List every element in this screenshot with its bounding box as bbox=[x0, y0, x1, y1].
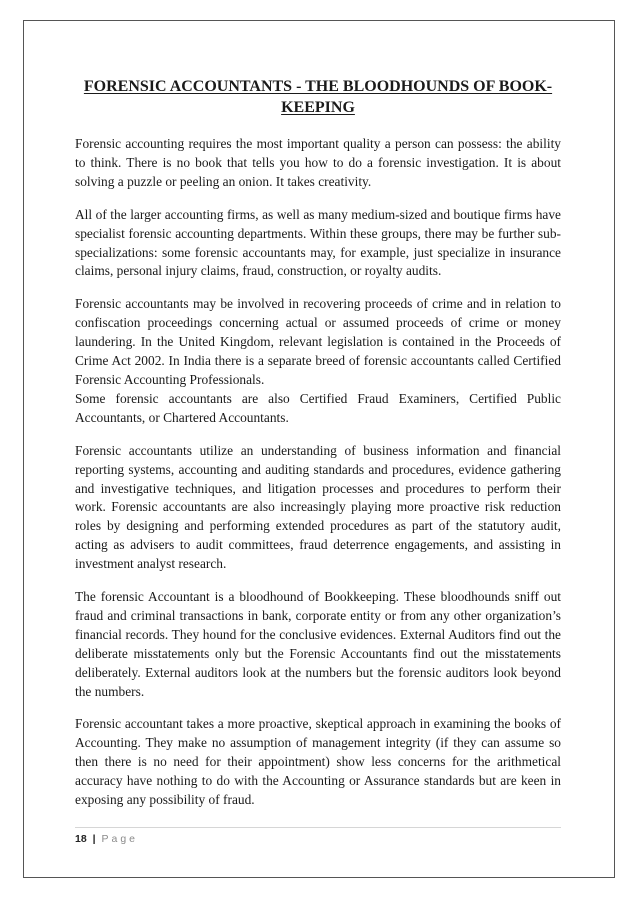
page-number: 18 bbox=[75, 833, 87, 845]
footer-separator: | bbox=[92, 833, 96, 845]
paragraph-7: Forensic accountant takes a more proactive, skeptical approach in examining the books of Accounting. They make no assumption of management integrity (if they can assume so then there is no need for their appointment) show less concerns for the arithmetical accuracy have nothing to do with the Accounting or Assurance standards but are keen in exposing any possibility of fraud. bbox=[75, 716, 561, 808]
paragraph-6: The forensic Accountant is a bloodhound of Bookkeeping. These bloodhounds sniff out fraud and criminal transactions in bank, corporate entity or from any other organization’s financial records. They hound for the conclusive evidences. External Auditors find out the deliberate misstatements only but the Forensic Accountants find out the misstatements deliberately. External auditors look at the numbers but the forensic auditors look beyond the numbers. bbox=[75, 589, 561, 699]
page-title: FORENSIC ACCOUNTANTS - THE BLOODHOUNDS OF BOOK-KEEPING bbox=[83, 78, 553, 116]
page-content bbox=[75, 76, 561, 824]
paragraph-1: Forensic accounting requires the most important quality a person can possess: the ability to think. There is no book that tells you how to do a forensic investigation. It is about solving a puzzle or peeling an onion. It takes creativity. bbox=[75, 136, 561, 189]
paragraph-3: Forensic accountants may be involved in recovering proceeds of crime and in relation to confiscation proceedings concerning actual or assumed proceeds of crime or money laundering. In the United Kingdom, relevant legislation is contained in the Proceeds of Crime Act 2002. In India there is a separate breed of forensic accountants called Certified Forensic Accounting Professionals. bbox=[75, 296, 561, 387]
page-label: Page bbox=[101, 833, 139, 845]
paragraph-4: Some forensic accountants are also Certified Fraud Examiners, Certified Public Accountants, or Chartered Accountants. bbox=[75, 390, 561, 425]
paragraph-2: All of the larger accounting firms, as well as many medium-sized and boutique firms have specialist forensic accounting departments. Within these groups, there may be further sub-specializations: some forensic accountants may, for example, just specialize in insurance claims, personal injury claims, fraud, construction, or royalty audits. bbox=[75, 206, 561, 279]
page-footer bbox=[75, 827, 561, 845]
paragraph-5: Forensic accountants utilize an understanding of business information and financial reporting systems, accounting and auditing standards and procedures, evidence gathering and investigative techniques, and litigation processes and procedures to perform their work. Forensic accountants are also increasingly playing more proactive risk reduction roles by designing and performing extended procedures as part of the statutory audit, acting as advisers to audit committees, fraud deterrence engagements, and assisting in investment analyst research. bbox=[75, 442, 561, 572]
